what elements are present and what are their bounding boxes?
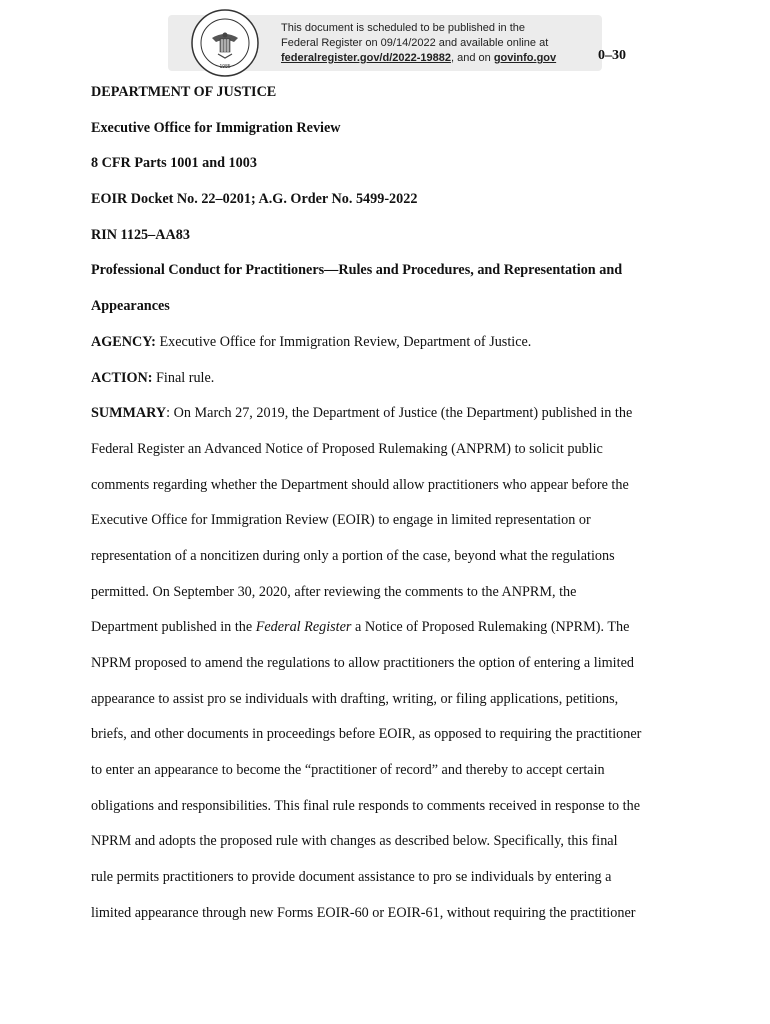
banner-line-3 bbox=[281, 51, 601, 66]
summary-line-8: NPRM proposed to amend the regulations to allow practitioners the option of entering a limited bbox=[91, 655, 634, 671]
banner-text bbox=[281, 21, 601, 66]
summary-text-7a: Department published in the bbox=[91, 619, 256, 636]
summary-text-1: : On March 27, 2019, the Department of Justice (the Department) published in the bbox=[166, 405, 633, 422]
govinfo-link[interactable]: govinfo.gov bbox=[493, 52, 557, 64]
summary-line-13: NPRM and adopts the proposed rule with changes as described below. Specifically, this final bbox=[91, 833, 618, 850]
summary-line-10: briefs, and other documents in proceedings before EOIR, as opposed to requiring the practitioner bbox=[91, 726, 642, 743]
federal-register-italic: Federal Register bbox=[255, 619, 352, 636]
summary-line-3: comments regarding whether the Department should allow practitioners who appear before the bbox=[91, 476, 629, 493]
summary-line-14: rule permits practitioners to provide document assistance to pro se individuals by entering a bbox=[91, 869, 612, 886]
agency-line bbox=[91, 331, 691, 367]
summary-line-2: Federal Register an Advanced Notice of Proposed Rulemaking (ANPRM) to solicit public bbox=[91, 440, 603, 457]
action-label: ACTION: bbox=[91, 369, 153, 386]
national-archives-seal-icon bbox=[190, 8, 260, 78]
summary-text-7b: a Notice of Proposed Rulemaking (NPRM). The bbox=[351, 619, 630, 636]
banner-line-2: Federal Register on 09/14/2022 and available online at bbox=[281, 37, 549, 49]
agency-text: Executive Office for Immigration Review, Department of Justice. bbox=[155, 333, 532, 350]
summary-line-12: obligations and responsibilities. This final rule responds to comments received in response to the bbox=[91, 797, 641, 814]
summary-line-9: appearance to assist pro se individuals with drafting, writing, or filing applications, petitions, bbox=[91, 690, 619, 707]
summary-line-6: permitted. On September 30, 2020, after reviewing the comments to the ANPRM, the bbox=[91, 583, 577, 600]
banner-line-1: This document is scheduled to be published in the bbox=[281, 22, 525, 34]
action-text: Final rule. bbox=[152, 369, 215, 386]
office-heading: Executive Office for Immigration Review bbox=[91, 119, 341, 136]
title-line-2: Appearances bbox=[91, 298, 170, 315]
action-line bbox=[91, 367, 691, 403]
banner-mid-text: , and on bbox=[450, 52, 494, 64]
document-number-fragment: 0–30 bbox=[598, 48, 626, 63]
federalregister-link[interactable]: federalregister.gov/d/2022-19882 bbox=[281, 52, 451, 64]
document-body bbox=[91, 81, 691, 938]
cfr-heading: 8 CFR Parts 1001 and 1003 bbox=[91, 155, 257, 172]
title-line-1: Professional Conduct for Practitioners—Rules and Procedures, and Representation and bbox=[91, 262, 623, 279]
agency-label: AGENCY: bbox=[91, 333, 156, 350]
summary-line-4: Executive Office for Immigration Review (EOIR) to engage in limited representation or bbox=[91, 512, 591, 529]
docket-heading: EOIR Docket No. 22–0201; A.G. Order No. 5499-2022 bbox=[91, 191, 418, 208]
summary-line-7 bbox=[91, 616, 691, 652]
seal-year: 1985 bbox=[219, 64, 231, 70]
summary-line-15: limited appearance through new Forms EOIR-60 or EOIR-61, without requiring the practitioner bbox=[91, 904, 636, 921]
rin-heading: RIN 1125–AA83 bbox=[91, 226, 190, 243]
summary-line-5: representation of a noncitizen during only a portion of the case, beyond what the regulations bbox=[91, 547, 615, 564]
summary-line-11: to enter an appearance to become the “practitioner of record” and thereby to accept certain bbox=[91, 762, 605, 779]
department-heading: DEPARTMENT OF JUSTICE bbox=[91, 84, 277, 100]
summary-line-1 bbox=[91, 402, 691, 438]
summary-label: SUMMARY bbox=[91, 405, 167, 422]
